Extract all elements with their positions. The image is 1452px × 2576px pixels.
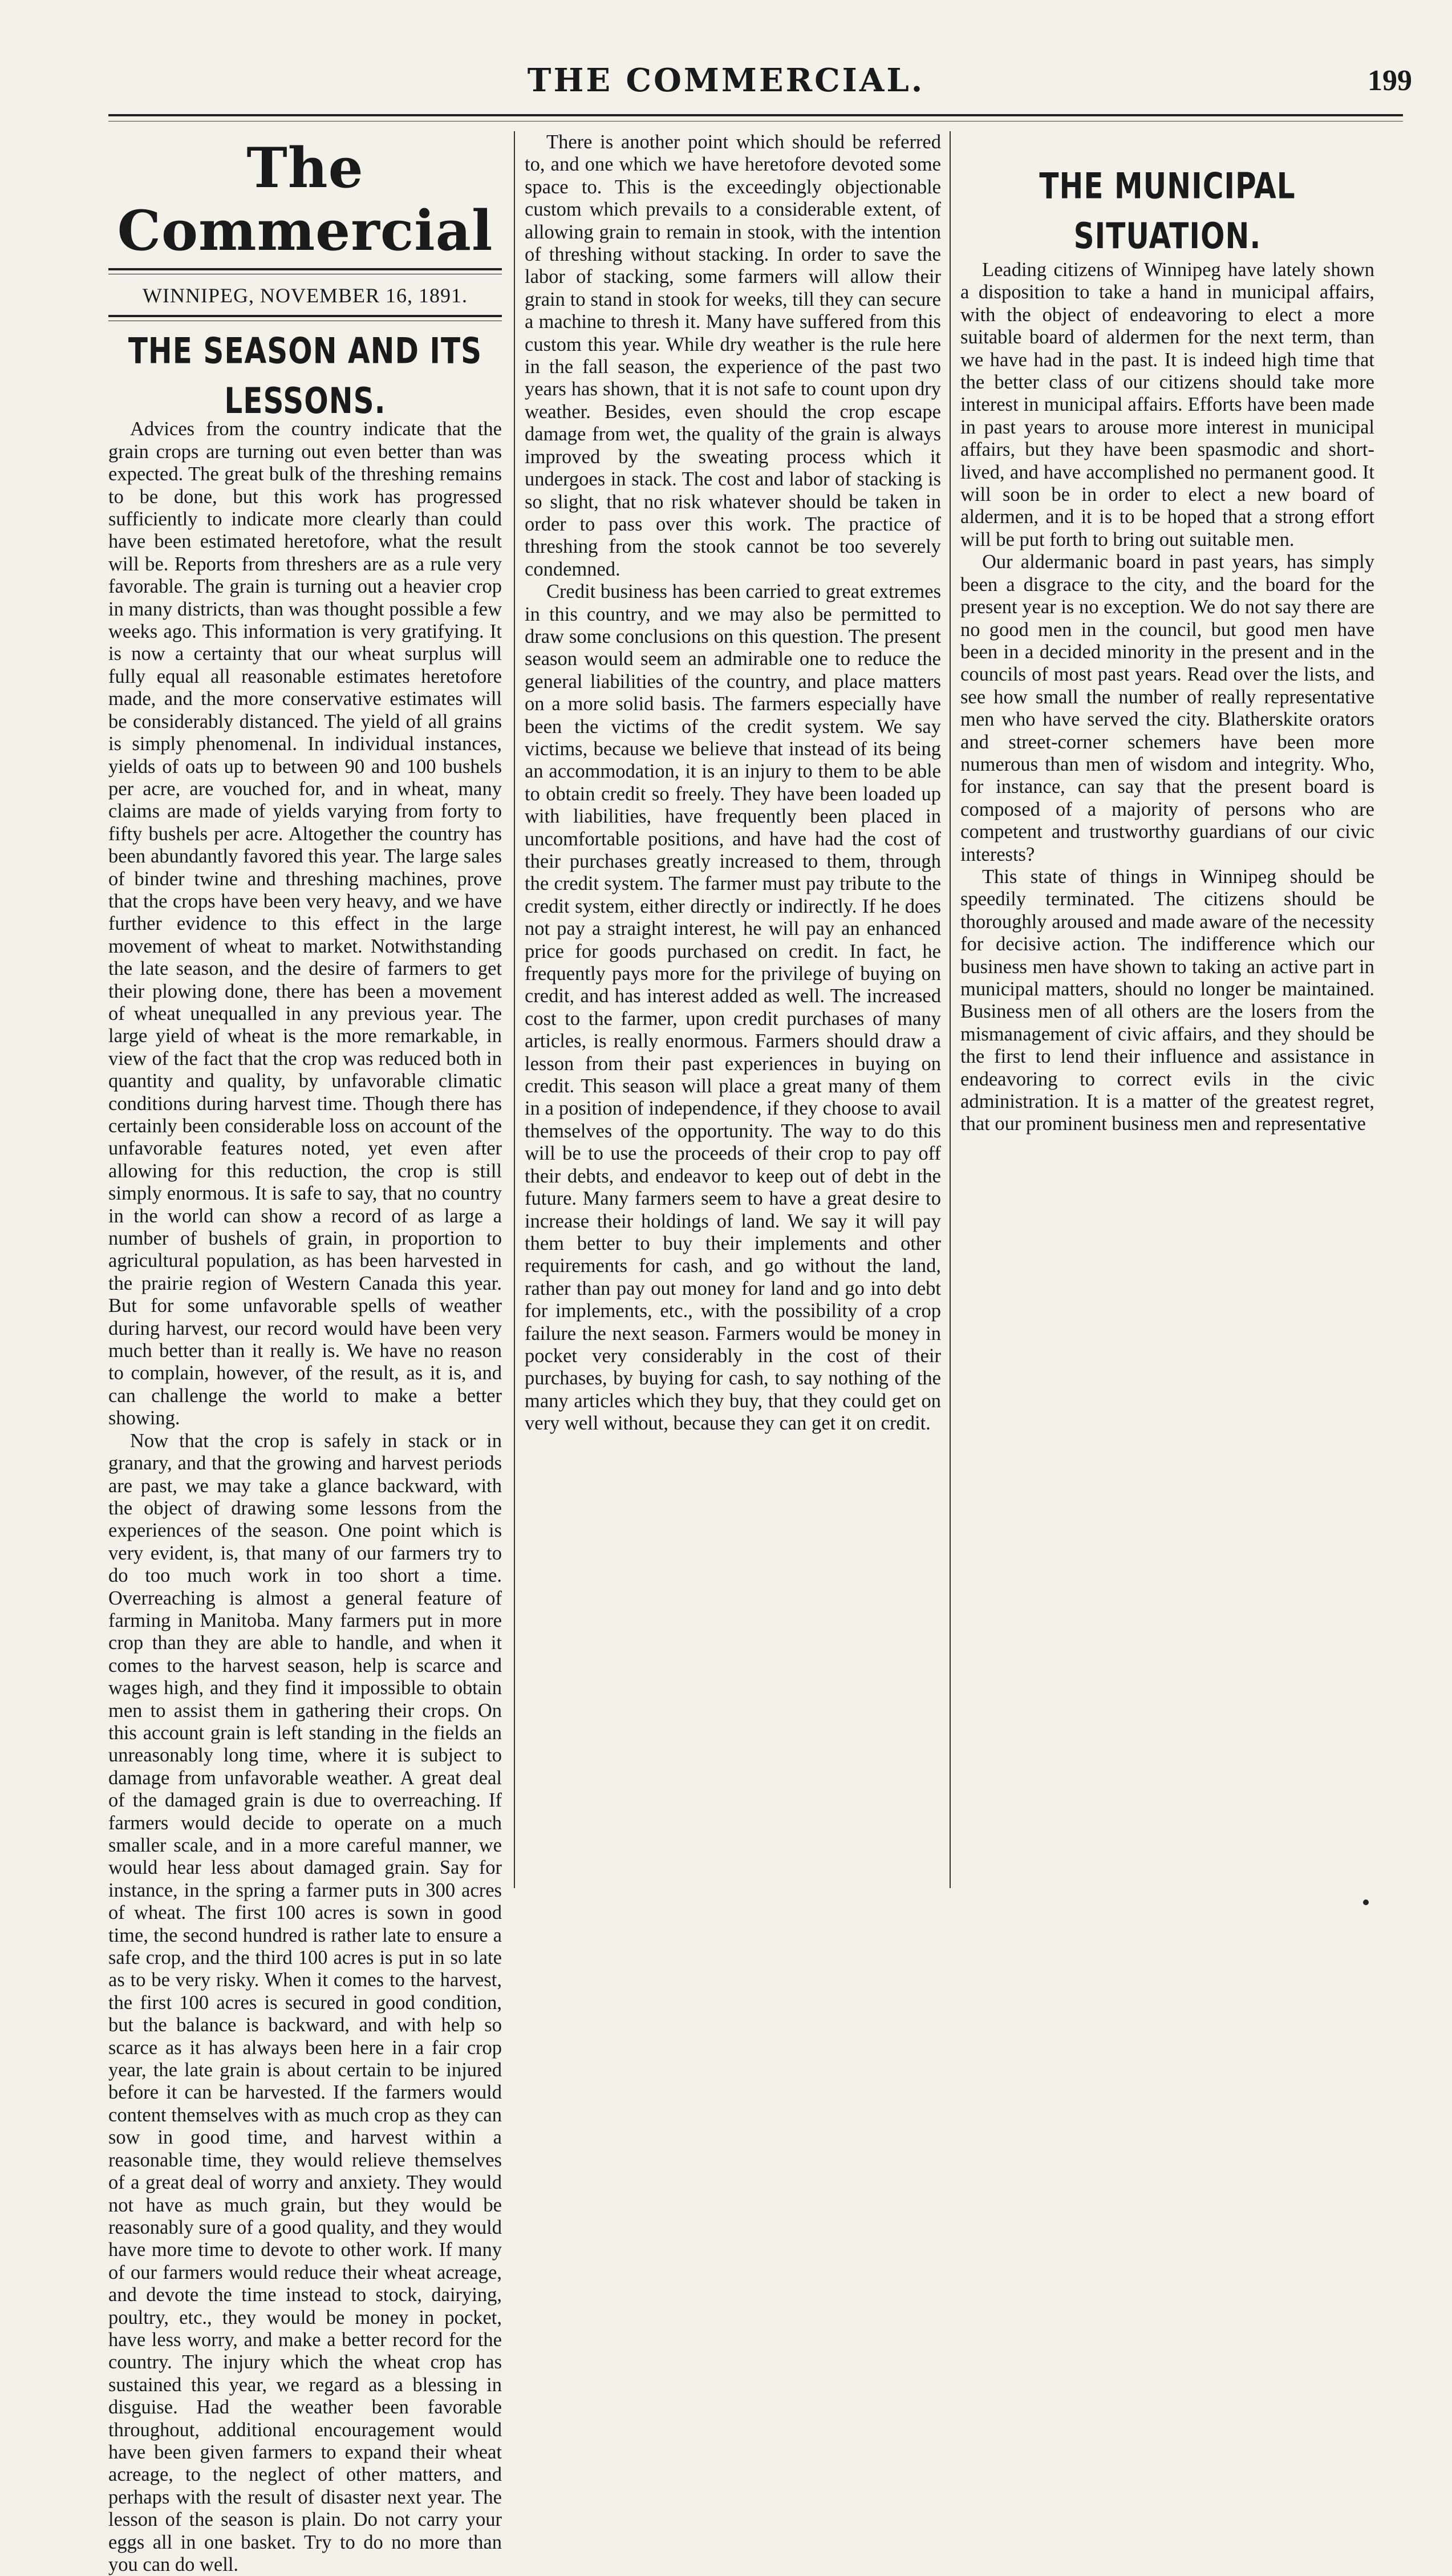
article-paragraph: Our aldermanic board in past years, has simply been a disgrace to the city, and the board for the present year is no exception. We do not say there are no good men in the council, but good men have been in a decided minority in the present and in the councils of most past years. Read over the lists, and see how small the number of really representative men who have served the city. Blatherskite orators and street-corner schemers have been more numerous than men of wisdom and integrity. Who, for instance, can say that the present board is composed of a majority of persons who are competent and trustworthy guardians of our civic interests? (960, 551, 1374, 865)
article-paragraph: There is another point which should be referred to, and one which we have heretofore devoted some space to. This is the exceedingly objectionable custom which prevails to a considerable extent, of allowing grain to remain in stook, with the intention of threshing without stacking. In order to save the labor of stacking, some farmers will allow their grain to stand in stook for weeks, till they can secure a machine to thresh it. Many have suffered from this custom this year. While dry weather is the rule here in the fall season, the experience of the past two years has shown, that it is not safe to count upon dry weather. Besides, even should the crop escape damage from wet, the quality of the grain is always improved by the sweating process which it undergoes in stack. The cost and labor of stacking is so slight, that no risk whatever should be taken in order to pass over this work. The practice of threshing from the stook cannot be too severely condemned. (525, 131, 941, 580)
page-number: 199 (1368, 64, 1412, 97)
column-1 (108, 136, 502, 2575)
dateline-rule (108, 315, 502, 321)
printer-dot (1363, 1899, 1369, 1905)
article-paragraph: Credit business has been carried to great extremes in this country, and we may also be permitted to draw some conclusions on this question. The present season would seem an admirable one to reduce the general liabilities of the country, and place matters on a more solid basis. The farmers especially have been the victims of the credit system. We say victims, because we believe that instead of its being an accommodation, it is an injury to them to be able to obtain credit so freely. They have been loaded up with liabilities, have frequently been placed in uncomfortable positions, and have had the cost of their purchases greatly increased to them, through the credit system. The farmer must pay tribute to the credit system, either directly or indirectly. If he does not pay a straight interest, he will pay an enhanced price for goods purchased on credit. In fact, he frequently pays more for the privilege of buying on credit, and has interest added as well. The increased cost to the farmer, upon credit purchases of many articles, is really enormous. Farmers should draw a lesson from their past experiences in buying on credit. This season will place a great many of them in a position of independence, if they choose to avail themselves of the opportunity. The way to do this will be to use the proceeds of their crop to pay off their debts, and endeavor to keep out of debt in the future. Many farmers seem to have a great desire to increase their holdings of land. We say it will pay them better to buy their implements and other requirements for cash, and go without the land, rather than pay out money for land and go into debt for implements, etc., with the possibility of a crop failure the next season. Farmers would be money in pocket very considerably in the cost of their purchases, by buying for cash, to say nothing of the many articles which they buy, that they could get on very well without, because they can get it on credit. (525, 581, 941, 1435)
column-divider (514, 131, 515, 1888)
column-3 (960, 131, 1374, 1905)
column-divider (950, 131, 951, 1888)
masthead-title: THE COMMERCIAL. (527, 62, 925, 99)
title-rule (108, 268, 502, 274)
masthead (0, 0, 1452, 114)
paper-title: The Commercial (117, 136, 493, 263)
article-paragraph: This state of things in Winnipeg should be speedily terminated. The citizens should be thoroughly aroused and made aware of the necessity for decisive action. The indifference which our business men have shown to taking an active part in municipal matters, should no longer be maintained. Business men of all others are the losers from the mismanagement of civic affairs, and they should be the first to lend their influence and assistance in endeavoring to correct evils in the civic administration. It is a matter of the greatest regret, that our prominent business men and representative (960, 865, 1374, 1135)
masthead-rule (108, 114, 1403, 116)
column-2 (525, 131, 941, 1905)
article-paragraph: Advices from the country indicate that the grain crops are turning out even better than was expected. The great bulk of the threshing remains to be done, but this work has progressed sufficiently to indicate more clearly than could have been estimated heretofore, what the result will be. Reports from threshers are as a rule very favorable. The grain is turning out a heavier crop in many districts, than was thought possible a few weeks ago. This information is very gratifying. It is now a certainty that our wheat surplus will fully equal all reasonable estimates heretofore made, and the more conservative estimates will be considerably distanced. The yield of all grains is simply phenomenal. In individual instances, yields of oats up to between 90 and 100 bushels per acre, are vouched for, and in wheat, many claims are made of yields varying from forty to fifty bushels per acre. Altogether the country has been abundantly favored this year. The large sales of binder twine and threshing machines, prove that the crops have been very heavy, and we have further evidence to this effect in the large movement of wheat to market. Notwithstanding the late season, and the desire of farmers to get their plowing done, there has been a movement of wheat unequalled in any previous year. The large yield of wheat is the more remarkable, in view of the fact that the crop was reduced both in quantity and quality, by unfavorable climatic conditions during harvest time. Though there has certainly been considerable loss on account of the unfavorable features noted, yet even after allowing for this reduction, the crop is still simply enormous. It is safe to say, that no country in the world can show a record of as large a number of bushels of grain, in proportion to agricultural population, as has been harvested in the prairie region of Western Canada this year. But for some unfavorable spells of weather during harvest, our record would have been very much better than it really is. We have no reason to complain, however, of the result, as it is, and can challenge the world to make a better showing. (108, 418, 502, 1429)
article-paragraph: Now that the crop is safely in stack or in granary, and that the growing and harvest periods are past, we may take a glance backward, with the object of drawing some lessons from the experiences of the season. One point which is very evident, is, that many of our farmers try to do too much work in too short a time. Overreaching is almost a general feature of farming in Manitoba. Many farmers put in more crop than they are able to handle, and when it comes to the harvest season, help is scarce and wages high, and they find it impossible to obtain men to assist them in gathering their crops. On this account grain is left standing in the fields an unreasonably long time, where it is subject to damage from unfavorable weather. A great deal of the damaged grain is due to overreaching. If farmers would decide to operate on a much smaller scale, and in a more careful manner, we would hear less about damaged grain. Say for instance, in the spring a farmer puts in 300 acres of wheat. The first 100 acres is sown in good time, the second hundred is rather late to ensure a safe crop, and the third 100 acres is put in so late as to be very risky. When it comes to the harvest, the first 100 acres is secured in good condition, but the balance is backward, and with help so scarce as it has always been here in a fair crop year, the late grain is about certain to be injured before it can be harvested. If the farmers would content themselves with as much crop as they can sow in good time, and harvest within a reasonable time, they would relieve themselves of a great deal of worry and anxiety. They would not have as much grain, but they would be reasonably sure of a good quality, and they would have more time to devote to other work. If many of our farmers would reduce their wheat acreage, and devote the time instead to stock, dairying, poultry, etc., they would be money in pocket, have less worry, and make a better record for the country. The injury which the wheat crop has sustained this year, we regard as a blessing in disguise. Had the weather been favorable throughout, additional encouragement would have been given farmers to expand their wheat acreage, to the neglect of other matters, and perhaps with the result of disaster next year. The lesson of the season is plain. Do not carry your eggs all in one basket. Try to do no more than you can do well. (108, 1429, 502, 2575)
article-heading-season: THE SEASON AND ITS LESSONS. (128, 330, 482, 422)
article-heading-municipal: THE MUNICIPAL SITUATION. (1039, 165, 1296, 257)
article-paragraph: Leading citizens of Winnipeg have lately shown a disposition to take a hand in municipal affairs, with the object of endeavoring to elect a more suitable board of aldermen for the next term, than we have had in the past. It is indeed high time that the better class of our citizens should take more interest in municipal affairs. Efforts have been made in past years to arouse more interest in municipal affairs, but they have been spasmodic and short-lived, and have accomplished no permanent good. It will soon be in order to elect a new board of aldermen, and it is to be hoped that a strong effort will be put forth to bring out suitable men. (960, 259, 1374, 550)
dateline: WINNIPEG, NOVEMBER 16, 1891. (143, 284, 468, 307)
